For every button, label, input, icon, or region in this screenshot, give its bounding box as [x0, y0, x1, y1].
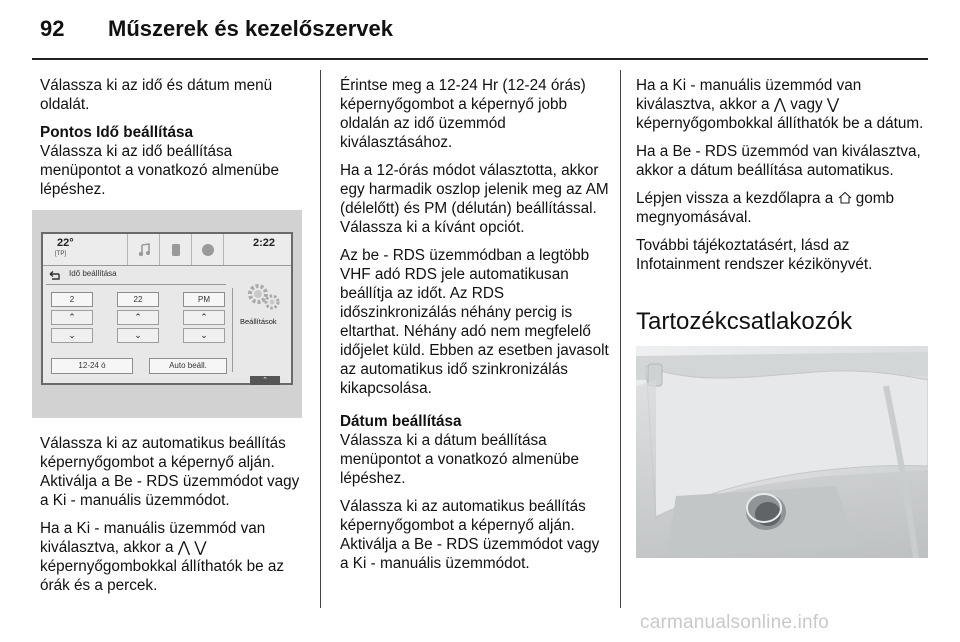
header-rule	[32, 58, 928, 60]
display-screen	[41, 232, 293, 385]
paragraph-text: Válassza ki az idő beállítása menüpontot a vonatkozó almenübe lépéshez.	[40, 143, 279, 198]
status-bar	[43, 234, 291, 266]
column-3	[636, 76, 932, 283]
paragraph: Válassza ki az automatikus beállítás képernyőgombot a képernyő alján. Aktiválja a Be - RDS üzemmódot vagy a Ki - manuális üzemmódot.	[340, 498, 600, 572]
settings-divider	[232, 288, 233, 372]
section-title: Tartozékcsatlakozók	[636, 308, 853, 335]
phone-icon	[159, 234, 192, 265]
column-divider-2	[620, 70, 621, 608]
info-icon	[191, 234, 224, 265]
paragraph: Válassza ki az idő és dátum menü oldalát.	[40, 77, 273, 113]
paragraph-with-heading	[340, 412, 610, 488]
up-down-glyph-icon: ⋀ ⋁	[177, 539, 207, 556]
screen-title: Idő beállítása	[69, 269, 117, 278]
home-icon	[838, 190, 852, 207]
paragraph-with-icon: Lépjen vissza a kezdőlapra a gomb megnyomásával.	[636, 190, 895, 226]
chevron-up-icon[interactable]: ⌃	[250, 376, 280, 385]
section-heading: Dátum beállítása	[340, 413, 462, 430]
paragraph: Érintse meg a 12-24 Hr (12-24 órás) képernyőgombot a képernyő jobb oldalán az idő üzemmód kiválasztásához.	[340, 77, 586, 151]
minute-down-arrow-icon[interactable]: ⌄	[117, 328, 159, 343]
paragraph: További tájékoztatásért, lásd az Infotainment rendszer kézikönyvét.	[636, 237, 873, 273]
column-1-continued	[40, 434, 310, 604]
settings-label: Beállítások	[240, 317, 277, 326]
paragraph-with-glyph: Ha a Ki - manuális üzemmód van kiválasztva, akkor a ⋀ ⋁ képernyőgombokkal állíthatók be az órák és a percek.	[40, 520, 285, 594]
screen-title-rule	[46, 284, 226, 285]
temperature-readout: 22°	[57, 237, 74, 249]
minute-field: 22	[117, 292, 159, 307]
tp-indicator: [TP]	[55, 251, 67, 257]
paragraph: Ha a Be - RDS üzemmód van kiválasztva, akkor a dátum beállítása automatikus.	[636, 143, 921, 179]
paragraph-with-glyph: Ha a Ki - manuális üzemmód van kiválasztva, akkor a ⋀ vagy ⋁ képernyőgombokkal állíthatók be a dátum.	[636, 77, 924, 132]
hour-field: 2	[51, 292, 93, 307]
hour-up-arrow-icon[interactable]: ⌃	[51, 310, 93, 325]
down-glyph-icon: ⋁	[826, 96, 840, 113]
clock-readout: 2:22	[253, 237, 276, 249]
chapter-title: Műszerek és kezelőszervek	[108, 16, 393, 41]
paragraph: Válassza ki az automatikus beállítás képernyőgombot a képernyő alján. Aktiválja a Be - RDS üzemmódot vagy a Ki - manuális üzemmódot.	[40, 435, 300, 509]
accessory-socket-photo	[636, 346, 928, 558]
paragraph: Ha a 12-órás módot választotta, akkor egy harmadik oszlop jelenik meg az AM (délelőtt) és PM (délután) beállítással. Válassza ki a kívánt opciót.	[340, 162, 609, 236]
column-divider-1	[320, 70, 321, 608]
watermark: carmanualsonline.info	[640, 612, 830, 633]
paragraph: Az be - RDS üzemmódban a legtöbb VHF adó RDS jele automatikusan beállítja az időt. Az RDS időszinkronizálás néhány percig is eltarthat. Néhány adó nem megfelelő időjelet küld. Ebben az esetben javasolt az automatikus idő szinkronizálás kikapcsolása.	[340, 247, 609, 397]
auto-set-button[interactable]: Auto beáll.	[149, 358, 227, 374]
ampm-down-arrow-icon[interactable]: ⌄	[183, 328, 225, 343]
format-12-24-button[interactable]: 12-24 ó	[51, 358, 133, 374]
music-icon	[127, 234, 160, 265]
paragraph-with-heading	[40, 123, 310, 199]
up-glyph-icon: ⋀	[773, 96, 787, 113]
gear-icon	[245, 282, 283, 317]
back-arrow-icon	[46, 270, 62, 282]
ampm-field: PM	[183, 292, 225, 307]
section-heading: Pontos Idő beállítása	[40, 124, 193, 141]
hour-down-arrow-icon[interactable]: ⌄	[51, 328, 93, 343]
page-number: 92	[40, 16, 65, 41]
infotainment-screenshot	[32, 210, 302, 418]
column-2	[340, 76, 610, 582]
ampm-up-arrow-icon[interactable]: ⌃	[183, 310, 225, 325]
paragraph-text: Válassza ki a dátum beállítása menüpontot a vonatkozó almenübe lépéshez.	[340, 432, 579, 487]
minute-up-arrow-icon[interactable]: ⌃	[117, 310, 159, 325]
column-1	[40, 76, 310, 208]
page-header	[0, 0, 960, 60]
